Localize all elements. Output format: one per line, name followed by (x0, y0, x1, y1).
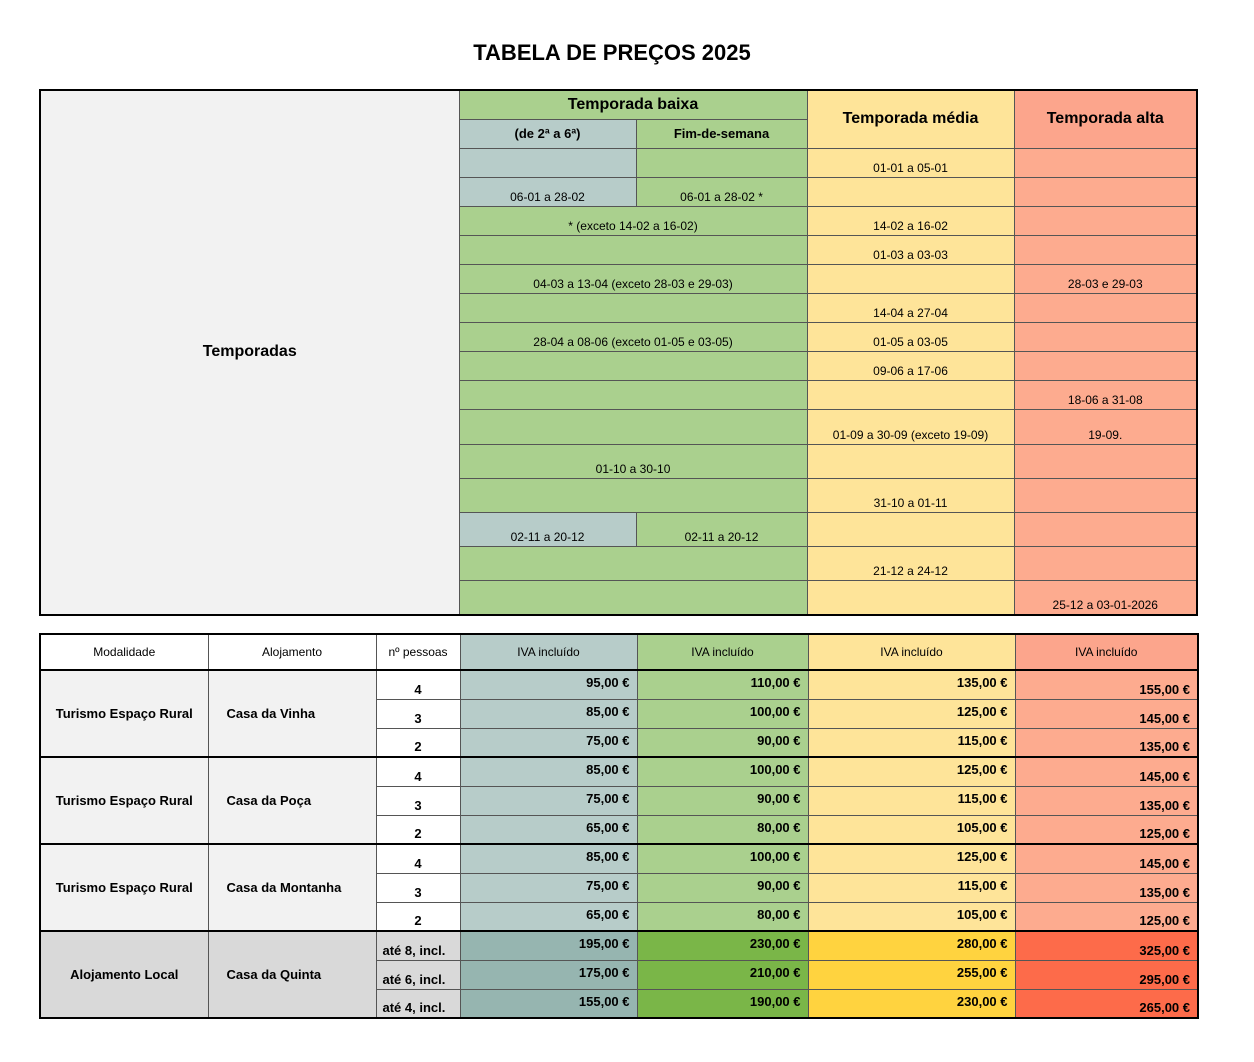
season-row: 14-04 a 27-04 (40, 293, 1197, 322)
col-modalidade: Modalidade (40, 634, 208, 670)
prices-header-row (40, 634, 1198, 670)
modalidade-cell: Alojamento Local (40, 931, 208, 1018)
table-row: Turismo Espaço Rural Casa da Montanha 4 85,00 € 100,00 € 125,00 € 145,00 € (40, 844, 1198, 873)
mid-season-header: Temporada média (807, 90, 1014, 148)
prices-table (39, 633, 1199, 1019)
modalidade-cell: Turismo Espaço Rural (40, 844, 208, 931)
table-row: Alojamento Local Casa da Quinta até 8, incl. 195,00 € 230,00 € 280,00 € 325,00 € (40, 931, 1198, 960)
season-row: 18-06 a 31-08 (40, 380, 1197, 409)
season-row: 01-01 a 05-01 (40, 148, 1197, 177)
page-title: TABELA DE PREÇOS 2025 (473, 40, 751, 65)
seasons-table (39, 89, 1198, 616)
high-season-header: Temporada alta (1014, 90, 1197, 148)
alojamento-cell: Casa da Montanha (208, 844, 376, 931)
low-weekday-header: (de 2ª a 6ª) (459, 119, 636, 148)
season-row: 09-06 a 17-06 (40, 351, 1197, 380)
season-row: 02-11 a 20-12 02-11 a 20-12 (40, 512, 1197, 546)
season-row: 01-09 a 30-09 (exceto 19-09) 19-09. (40, 409, 1197, 444)
alojamento-cell: Casa da Poça (208, 757, 376, 844)
table-row: 2 65,00 € 80,00 € 105,00 € 125,00 € (40, 815, 1198, 844)
table-row: 2 75,00 € 90,00 € 115,00 € 135,00 € (40, 728, 1198, 757)
table-row: até 4, incl. 155,00 € 190,00 € 230,00 € 265,00 € (40, 989, 1198, 1018)
table-row: Turismo Espaço Rural Casa da Poça 4 85,00 € 100,00 € 125,00 € 145,00 € (40, 757, 1198, 786)
season-row: 25-12 a 03-01-2026 (40, 580, 1197, 615)
alojamento-cell: Casa da Vinha (208, 670, 376, 757)
table-row: até 6, incl. 175,00 € 210,00 € 255,00 € 295,00 € (40, 960, 1198, 989)
season-row: 28-04 a 08-06 (exceto 01-05 e 03-05) 01-05 a 03-05 (40, 322, 1197, 351)
low-weekend-header: Fim-de-semana (636, 119, 807, 148)
season-row: 04-03 a 13-04 (exceto 28-03 e 29-03) 28-03 e 29-03 (40, 264, 1197, 293)
low-season-header: Temporada baixa (459, 90, 807, 119)
season-row: 01-10 a 30-10 (40, 444, 1197, 478)
season-row: 31-10 a 01-11 (40, 478, 1197, 512)
col-alojamento: Alojamento (208, 634, 376, 670)
table-row: Turismo Espaço Rural Casa da Vinha 4 95,00 € 110,00 € 135,00 € 155,00 € (40, 670, 1198, 699)
season-row: 01-03 a 03-03 (40, 235, 1197, 264)
col-vat-low-weekend: IVA incluído (637, 634, 808, 670)
season-row: 21-12 a 24-12 (40, 546, 1197, 580)
col-pessoas: nº pessoas (376, 634, 460, 670)
season-row: 06-01 a 28-02 06-01 a 28-02 * (40, 177, 1197, 206)
table-row: 2 65,00 € 80,00 € 105,00 € 125,00 € (40, 902, 1198, 931)
table-row: 3 85,00 € 100,00 € 125,00 € 145,00 € (40, 699, 1198, 728)
alojamento-cell: Casa da Quinta (208, 931, 376, 1018)
table-row: 3 75,00 € 90,00 € 115,00 € 135,00 € (40, 786, 1198, 815)
col-vat-high: IVA incluído (1015, 634, 1198, 670)
col-vat-mid: IVA incluído (808, 634, 1015, 670)
season-row: * (exceto 14-02 a 16-02) 14-02 a 16-02 (40, 206, 1197, 235)
modalidade-cell: Turismo Espaço Rural (40, 670, 208, 757)
table-row: 3 75,00 € 90,00 € 115,00 € 135,00 € (40, 873, 1198, 902)
modalidade-cell: Turismo Espaço Rural (40, 757, 208, 844)
seasons-label: Temporadas (40, 90, 459, 615)
col-vat-low-weekday: IVA incluído (460, 634, 637, 670)
